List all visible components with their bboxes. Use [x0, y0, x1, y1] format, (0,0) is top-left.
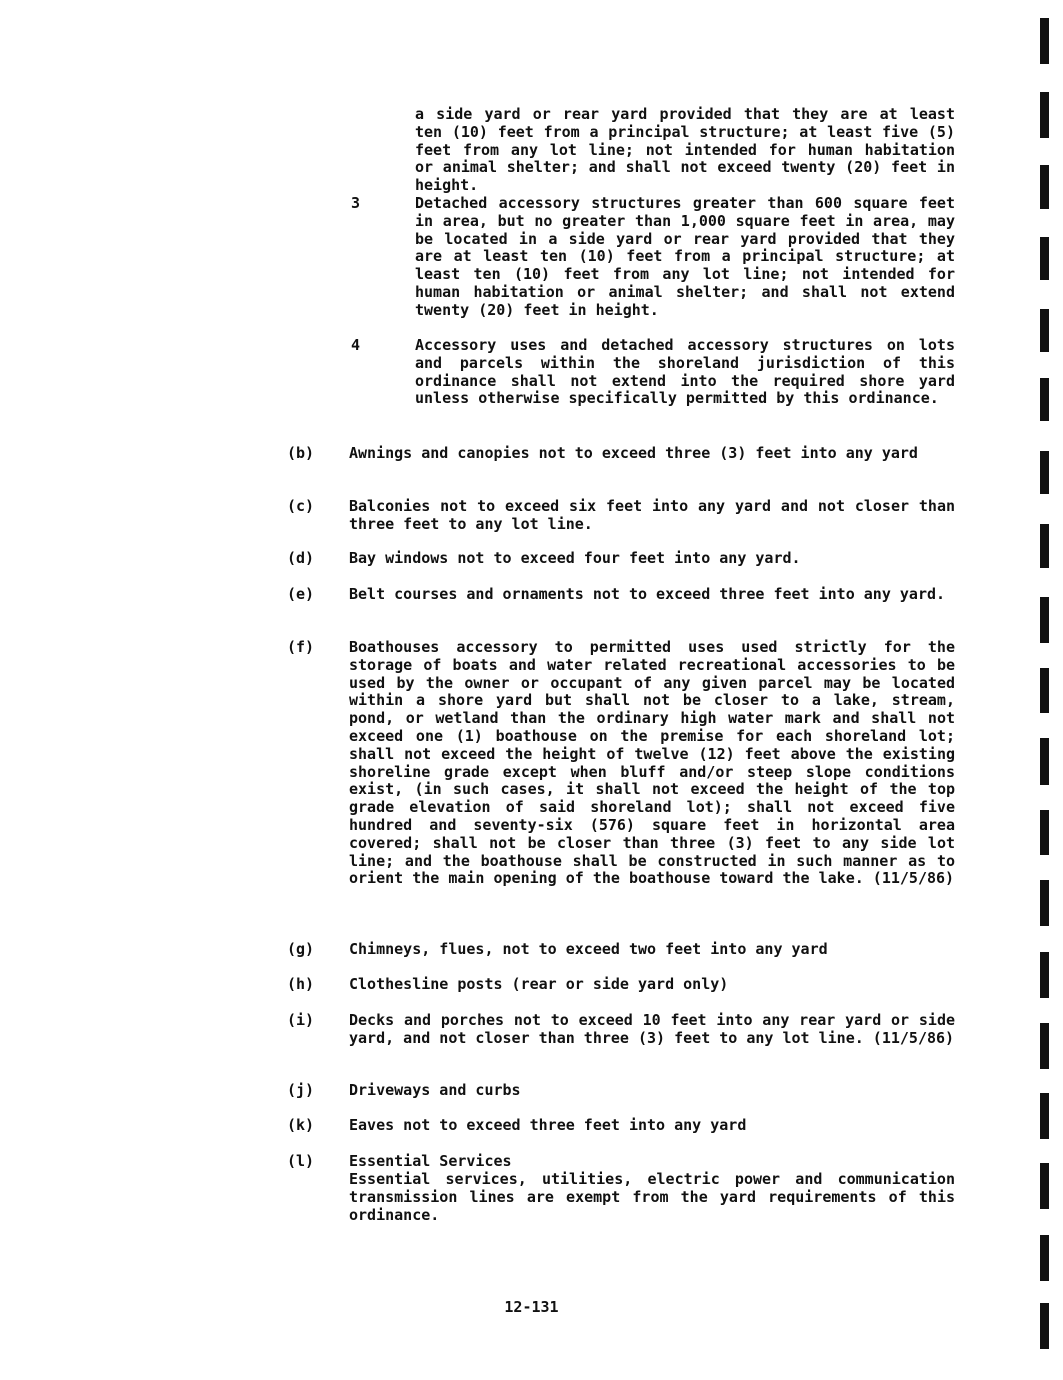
item-label-f: (f) [287, 638, 315, 656]
item-text-h: Clothesline posts (rear or side yard only) [349, 975, 729, 993]
item-text-d: Bay windows not to exceed four feet into any yard. [349, 549, 801, 567]
sub-item-number-4: 4 [351, 336, 361, 354]
revision-bar [1040, 1235, 1049, 1281]
revision-bar [1040, 309, 1049, 352]
item-label-l: (l) [287, 1152, 315, 1170]
item-label-e: (e) [287, 585, 315, 603]
item-label-h: (h) [287, 975, 315, 993]
revision-bar [1040, 1093, 1049, 1139]
revision-bar [1040, 668, 1049, 713]
item-label-c: (c) [287, 497, 315, 515]
item-label-b: (b) [287, 444, 315, 462]
item-text-k: Eaves not to exceed three feet into any yard [349, 1116, 747, 1134]
revision-bar [1040, 1163, 1049, 1209]
revision-bar [1040, 237, 1049, 280]
item-text-c: Balconies not to exceed six feet into any yard and not closer than three feet to any lot line. [349, 497, 955, 533]
revision-bar [1040, 378, 1049, 421]
revision-bar [1040, 880, 1049, 926]
item-label-i: (i) [287, 1011, 315, 1029]
item-text-b: Awnings and canopies not to exceed three (3) feet into any yard [349, 444, 918, 462]
item-label-k: (k) [287, 1116, 315, 1134]
revision-bar [1040, 810, 1049, 855]
sub-item-3-text: Detached accessory structures greater than 600 square feet in area, but no greater than 1,000 square feet in area, may be located in a side yard or rear yard provided that they are at least ten (10) feet from a principal structure; at least ten (10) feet from any lot line; not intended for human habitation or animal shelter; and shall not extend twenty (20) feet in height. [415, 194, 955, 319]
item-label-j: (j) [287, 1081, 315, 1099]
item-label-d: (d) [287, 549, 315, 567]
item-text-j: Driveways and curbs [349, 1081, 521, 1099]
revision-bar [1040, 451, 1049, 494]
page-number: 12-131 [504, 1298, 559, 1316]
item-text-g: Chimneys, flues, not to exceed two feet into any yard [349, 940, 828, 958]
item-label-g: (g) [287, 940, 315, 958]
revision-bar [1040, 738, 1049, 785]
item-heading-l: Essential Services [349, 1152, 512, 1170]
revision-bar [1040, 524, 1049, 568]
sub-item-continuation-text: a side yard or rear yard provided that they are at least ten (10) feet from a principal structure; at least five (5) feet from any lot line; not intended for human habitation or animal shelter; and shall not exceed twenty (20) feet in height. [415, 105, 955, 195]
revision-bar [1040, 597, 1049, 643]
sub-item-4-text: Accessory uses and detached accessory structures on lots and parcels within the shoreland jurisdiction of this ordinance shall not extend into the required shore yard unless otherwise specifically permitted by this ordinance. [415, 336, 955, 408]
revision-bar [1040, 165, 1049, 209]
item-text-e: Belt courses and ornaments not to exceed three feet into any yard. [349, 585, 946, 603]
item-text-i: Decks and porches not to exceed 10 feet into any rear yard or side yard, and not closer than three (3) feet to any lot line. (11/5/86) [349, 1011, 955, 1047]
revision-bar [1040, 1303, 1049, 1349]
revision-bar [1040, 18, 1049, 64]
item-text-l: Essential services, utilities, electric power and communication transmission lines are exempt from the yard requirements of this ordinance. [349, 1170, 955, 1224]
item-text-f: Boathouses accessory to permitted uses used strictly for the storage of boats and water related recreational accessories to be used by the owner or occupant of any given parcel may be located within a shore yard but shall not be closer to a lake, stream, pond, or wetland than the ordinary high water mark and shall not exceed one (1) boathouse on the premise for each shoreland lot; shall not exceed the height of twelve (12) feet above the existing shoreline grade except when bluff and/or steep slope conditions exist, (in such cases, it shall not exceed the height of the top grade elevation of said shoreland lot); shall not exceed five hundred and seventy-six (576) square feet in horizontal area covered; shall not be closer than three (3) feet to any side lot line; and the boathouse shall be constructed in such manner as to orient the main opening of the boathouse toward the lake. (11/5/86) [349, 638, 955, 888]
sub-item-number-3: 3 [351, 194, 361, 212]
revision-bar [1040, 1023, 1049, 1069]
revision-bar [1040, 952, 1049, 998]
revision-bar [1040, 92, 1049, 138]
